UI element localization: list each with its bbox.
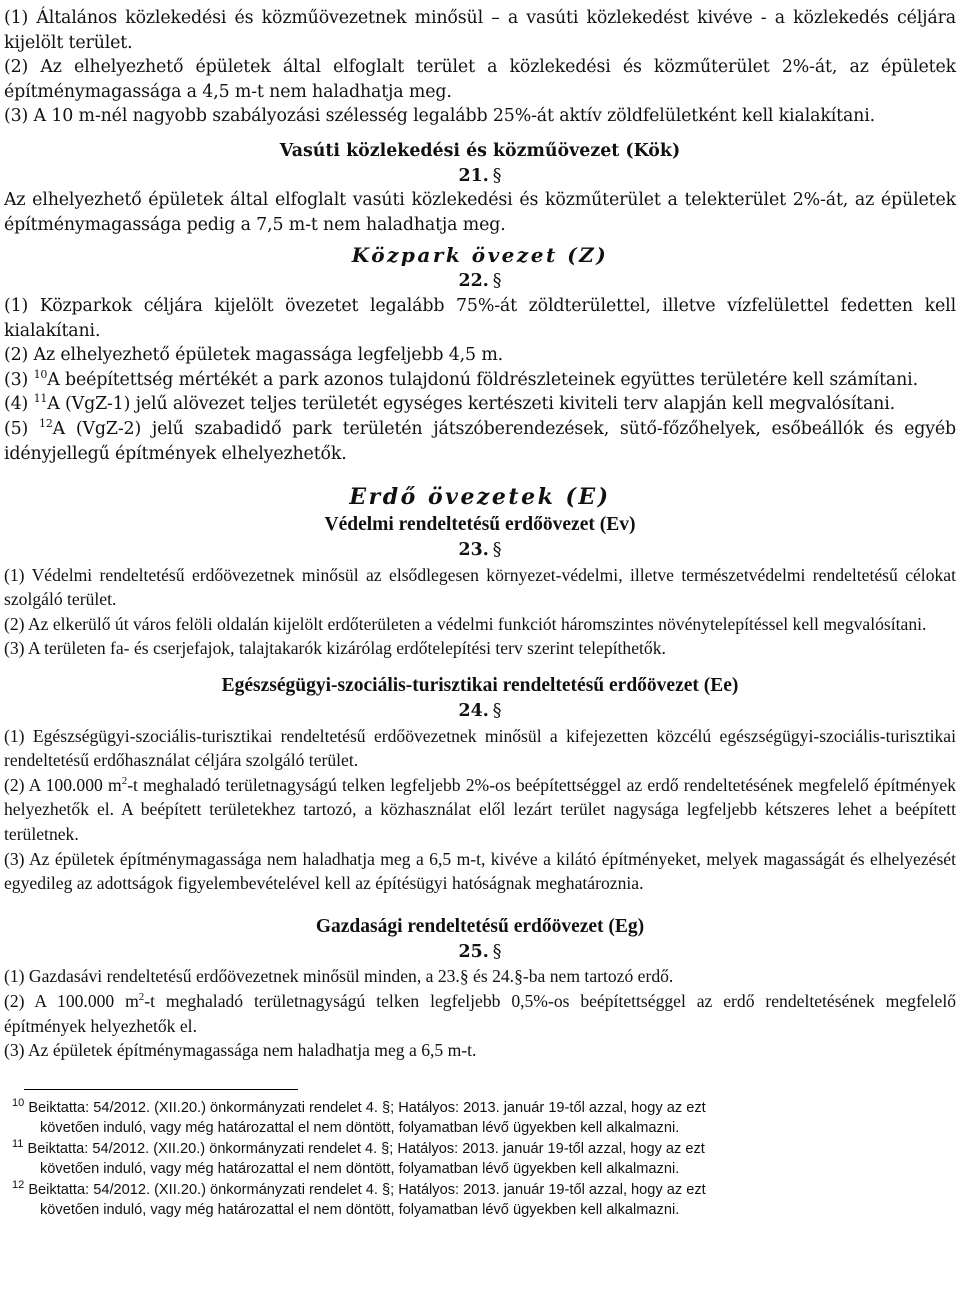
section-sign-icon: § (492, 540, 502, 561)
subzone-heading: Gazdasági rendeltetésű erdőövezet (Eg) (315, 915, 645, 937)
paragraph-text: A beépítettség mértékét a park azonos tulajdonú földrészleteinek együttes területére kell számítani. (47, 369, 918, 390)
footnote-number: 11 (12, 1137, 24, 1150)
footnote-ref[interactable]: 12 (38, 417, 53, 431)
footnote-ref[interactable]: 11 (33, 392, 48, 406)
section-sign-icon: § (459, 966, 469, 987)
paragraph-text: -t meghaladó területnagyságú telken legfeljebb 0,5%-os beépítettséggel az erdő rendeltetésének megfelelő építmények helyezhetők el. (4, 991, 957, 1036)
paragraph: (1) Közparkok céljára kijelölt övezetet legalább 75%-át zöldterülettel, illetve vízfelülettel fedetten kell kialakítani. (4, 295, 956, 341)
paragraph (4, 368, 956, 393)
paragraph-prefix: (4) (4, 394, 34, 415)
subzone-heading: Védelmi rendeltetésű erdőövezet (Ev) (324, 514, 636, 536)
section-label: 21. (458, 165, 489, 186)
footnote (12, 1096, 956, 1139)
paragraph-text: és 24. (468, 966, 515, 987)
section-sign-icon: § (514, 966, 523, 987)
footnote-text: követően induló, vagy még határozattal el nem döntött, folyamatban lévő ügyekben kell alkalmazni. (40, 1120, 680, 1137)
paragraph-text: (2) A 100.000 m (4, 774, 122, 795)
superscript: 2 (121, 774, 128, 787)
section-label: 24. (458, 701, 489, 722)
footnote (12, 1137, 956, 1180)
paragraph: (1) Általános közlekedési és közműövezetnek minősül – a vasúti közlekedést kivéve - a közlekedés céljára kijelölt terület. (4, 8, 956, 53)
paragraph: (1) Egészségügyi-szociális-turisztikai rendeltetésű erdőövezetnek minősül a kifejezetten közcélú egészségügyi-szociális-turisztikai rendeltetésű erdőhasználat céljára szolgáló terület. (4, 725, 956, 771)
paragraph: (3) Az épületek építménymagassága nem haladhatja meg a 6,5 m-t, kivéve a kilátó építményeket, melyek magasságát és elhelyezését egyedileg az adottságok figyelembevételével kell az építésügyi hatóságnak meghatároznia. (4, 848, 956, 894)
paragraph-text: -ba nem tartozó erdő. (522, 966, 674, 987)
section-sign-icon: § (492, 271, 502, 292)
section-number (4, 940, 956, 965)
paragraph-text: -t meghaladó területnagyságú telken legfeljebb 2%-os beépítettséggel az erdő rendeltetésének megfelelő építmények helyezhetők el. A beépített területekhez tartozó, a közhasználat elől lezárt terület nagysága legfeljebb kétszeres lehet a beépített területnek. (4, 774, 956, 845)
paragraph: (2) Az elhelyezhető épületek magassága legfeljebb 4,5 m. (4, 345, 504, 366)
paragraph: (3) A területen fa- és cserjefajok, talajtakarók kizárólag erdőtelepítési terv szerint telepíthetők. (4, 638, 666, 659)
paragraph-prefix: (5) (4, 418, 39, 439)
paragraph-prefix: (3) (4, 369, 34, 390)
footnote-divider (24, 1089, 298, 1090)
footnote-text: követően induló, vagy még határozattal el nem döntött, folyamatban lévő ügyekben kell alkalmazni. (40, 1202, 680, 1219)
footnote-number: 12 (12, 1178, 25, 1191)
paragraph: Az elhelyezhető épületek által elfoglalt vasúti közlekedési és közműterület a telekterület 2%-át, az épületek építménymagassága pedig a 7,5 m-t nem haladhatja meg. (4, 190, 956, 235)
section-number (4, 538, 956, 563)
paragraph (4, 417, 956, 466)
section-sign-icon: § (492, 165, 502, 186)
section-number (4, 699, 956, 724)
paragraph-text: A (VgZ-1) jelű alövezet teljes területét egységes kertészeti kiviteli terv alapján kell megvalósítani. (47, 394, 896, 415)
paragraph-text: (2) A 100.000 m (4, 991, 139, 1011)
section-label: 23. (458, 540, 489, 561)
section-number (4, 164, 956, 189)
footnote-number: 10 (12, 1096, 25, 1109)
section-sign-icon: § (492, 941, 502, 962)
paragraph: (3) A 10 m-nél nagyobb szabályozási szélesség legalább 25%-át aktív zöldfelületként kell kialakítani. (4, 106, 876, 127)
paragraph: (2) Az elhelyezhető épületek által elfoglalt terület a közlekedési és közműterület 2%-át, az épületek építménymagassága a 4,5 m-t nem haladhatja meg. (4, 57, 956, 102)
paragraph: (1) Védelmi rendeltetésű erdőövezetnek minősül az elsődlegesen környezet-védelmi, illetve természetvédelmi rendeltetésű célokat szolgáló terület. (4, 564, 956, 610)
footnote-text: Beiktatta: 54/2012. (XII.20.) önkormányzati rendelet 4. §; Hatályos: 2013. január 19-től azzal, hogy az ezt (27, 1140, 705, 1157)
section-sign-icon: § (492, 701, 502, 722)
paragraph (4, 392, 956, 417)
footnote-text: Beiktatta: 54/2012. (XII.20.) önkormányzati rendelet 4. §; Hatályos: 2013. január 19-től azzal, hogy az ezt (28, 1099, 706, 1116)
paragraph: (3) Az épületek építménymagassága nem haladhatja meg a 6,5 m-t. (4, 1040, 477, 1061)
rail-zone-heading: Vasúti közlekedési és közműövezet (Kök) (279, 140, 681, 161)
footnote-text: Beiktatta: 54/2012. (XII.20.) önkormányzati rendelet 4. §; Hatályos: 2013. január 19-től azzal, hogy az ezt (28, 1181, 706, 1198)
paragraph-text: A (VgZ-2) jelű szabadidő park területén játszóberendezések, sütő-főzőhelyek, esőbeállók és egyéb idényjellegű építmények elhelyezhetők. (4, 418, 956, 464)
paragraph (4, 989, 956, 1038)
footnote-text: követően induló, vagy még határozattal el nem döntött, folyamatban lévő ügyekben kell alkalmazni. (40, 1161, 680, 1178)
footnote-ref[interactable]: 10 (33, 367, 48, 381)
section-label: 22. (458, 271, 489, 292)
footnote (12, 1178, 956, 1221)
park-zone-heading: Közpark övezet (Z) (351, 243, 609, 268)
paragraph-text: (1) Gazdasávi rendeltetésű erdőövezetnek minősül minden, a 23. (4, 966, 460, 987)
section-label: 25. (458, 941, 489, 962)
section-number (4, 269, 956, 294)
document-page (4, 6, 956, 1221)
paragraph (4, 773, 956, 847)
forest-zone-heading: Erdő övezetek (E) (349, 484, 611, 511)
subzone-heading: Egészségügyi-szociális-turisztikai rendeltetésű erdőövezet (Ee) (221, 675, 739, 697)
superscript: 2 (138, 991, 145, 1004)
paragraph: (2) Az elkerülő út város felöli oldalán kijelölt erdőterületen a védelmi funkciót háromszintes növénytelepítéssel kell megvalósítani. (4, 613, 927, 634)
paragraph (4, 964, 956, 989)
